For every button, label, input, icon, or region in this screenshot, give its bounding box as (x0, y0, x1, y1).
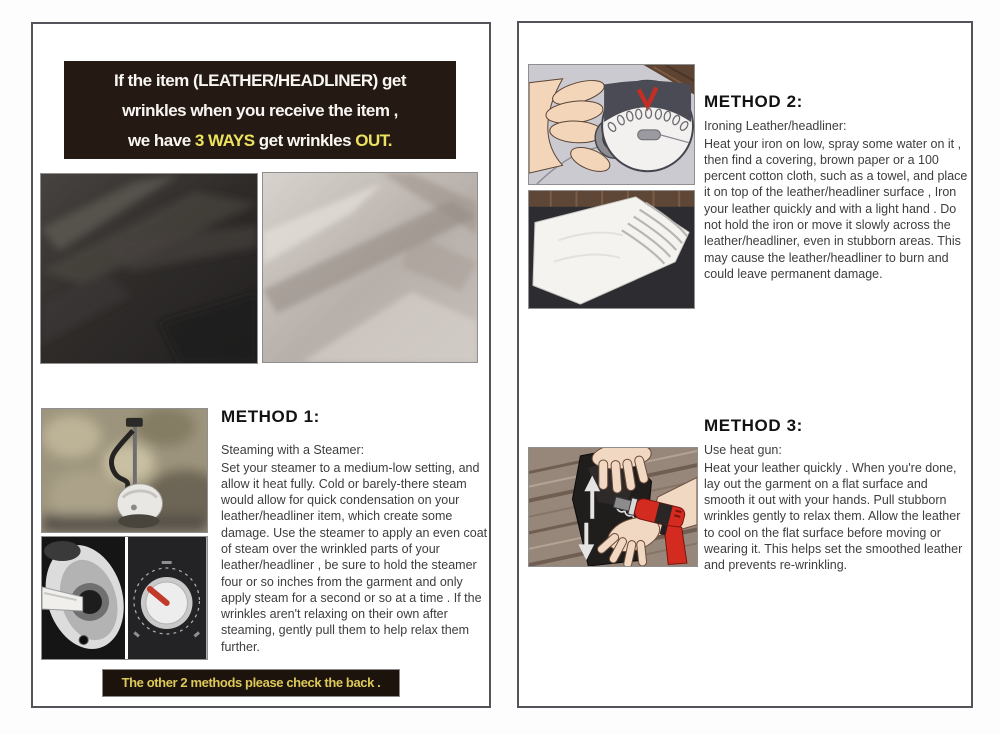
method-3-subtitle: Use heat gun: (704, 443, 782, 457)
right-page-panel (517, 21, 973, 708)
method-3-section (704, 416, 972, 574)
method-1-subtitle: Steaming with a Steamer: (221, 443, 365, 457)
method-1-body: Set your steamer to a medium-low setting, and allow it heat fully. Cold or barely-there steam would allow for quick condensation on your leather/headliner item, which create some damage. Use the steamer to apply an even coat of steam over the wrinkled parts of your leather/headliner , be sure to hold the steamer four or so inches from the garment and only apply steam for a second or so at a time . If the wrinkles aren't relaxing on their own after steaming, gently pull them to help relax them further. (221, 460, 488, 654)
header-line-3-prefix: we have (128, 131, 195, 150)
footer-banner-text: The other 2 methods please check the back . (121, 675, 381, 690)
method-2-subtitle: Ironing Leather/headliner: (704, 119, 847, 133)
folded-cotton-towel-illustration (528, 190, 695, 309)
header-line-3 (64, 126, 456, 156)
iron-dial-image (529, 65, 694, 184)
steamer-nozzle-closeup-image (42, 537, 125, 659)
steamer-detail-photos (41, 536, 208, 660)
method-1-section (221, 407, 495, 655)
method-2-body: Heat your iron on low, spray some water on it , then find a covering, brown paper or a 100 percent cotton cloth, such as a towel, and place it on top of the leather/headliner surface , Iron your leather quickly and with a light hand . Do not hold the iron or move it slowly across the leather/headliner, even in stubborn areas. This may cause the leather/headliner to burn and could leave permanent damage. (704, 136, 968, 281)
method-1-title: METHOD 1: (221, 407, 320, 426)
heat-gun-on-leather-illustration (528, 447, 698, 567)
method-2-section (704, 92, 972, 282)
towel-image (529, 191, 694, 308)
left-page-panel (31, 22, 491, 708)
header-line-3-middle: get wrinkles (254, 131, 356, 150)
garment-steamer-photo (41, 408, 208, 533)
method-2-title: METHOD 2: (704, 92, 803, 111)
steamer-dial-knob-image (128, 537, 206, 659)
header-banner (64, 61, 456, 159)
gray-wrinkled-leather-photo (262, 172, 478, 363)
dark-leather-image (41, 174, 257, 363)
footer-banner (102, 669, 400, 697)
header-highlight-3-ways: 3 WAYS (194, 131, 255, 150)
gray-leather-image (263, 173, 477, 362)
dark-wrinkled-leather-photo (40, 173, 258, 364)
method-3-body: Heat your leather quickly . When you're done, lay out the garment on a flat surface and smooth it out with your hands. Pull stubborn wrinkles gently to relax them. Allow the leather to cool on the flat surface before moving or wearing it. This helps set the smoothed leather and prevents re-wrinkling. (704, 460, 963, 573)
method-3-title: METHOD 3: (704, 416, 803, 435)
steamer-image (42, 409, 207, 532)
iron-temperature-dial-illustration (528, 64, 695, 185)
header-line-1: If the item (LEATHER/HEADLINER) get (114, 71, 406, 90)
heat-gun-image (529, 448, 697, 566)
header-line-2: wrinkles when you receive the item , (122, 101, 398, 120)
header-highlight-out: OUT. (355, 131, 392, 150)
